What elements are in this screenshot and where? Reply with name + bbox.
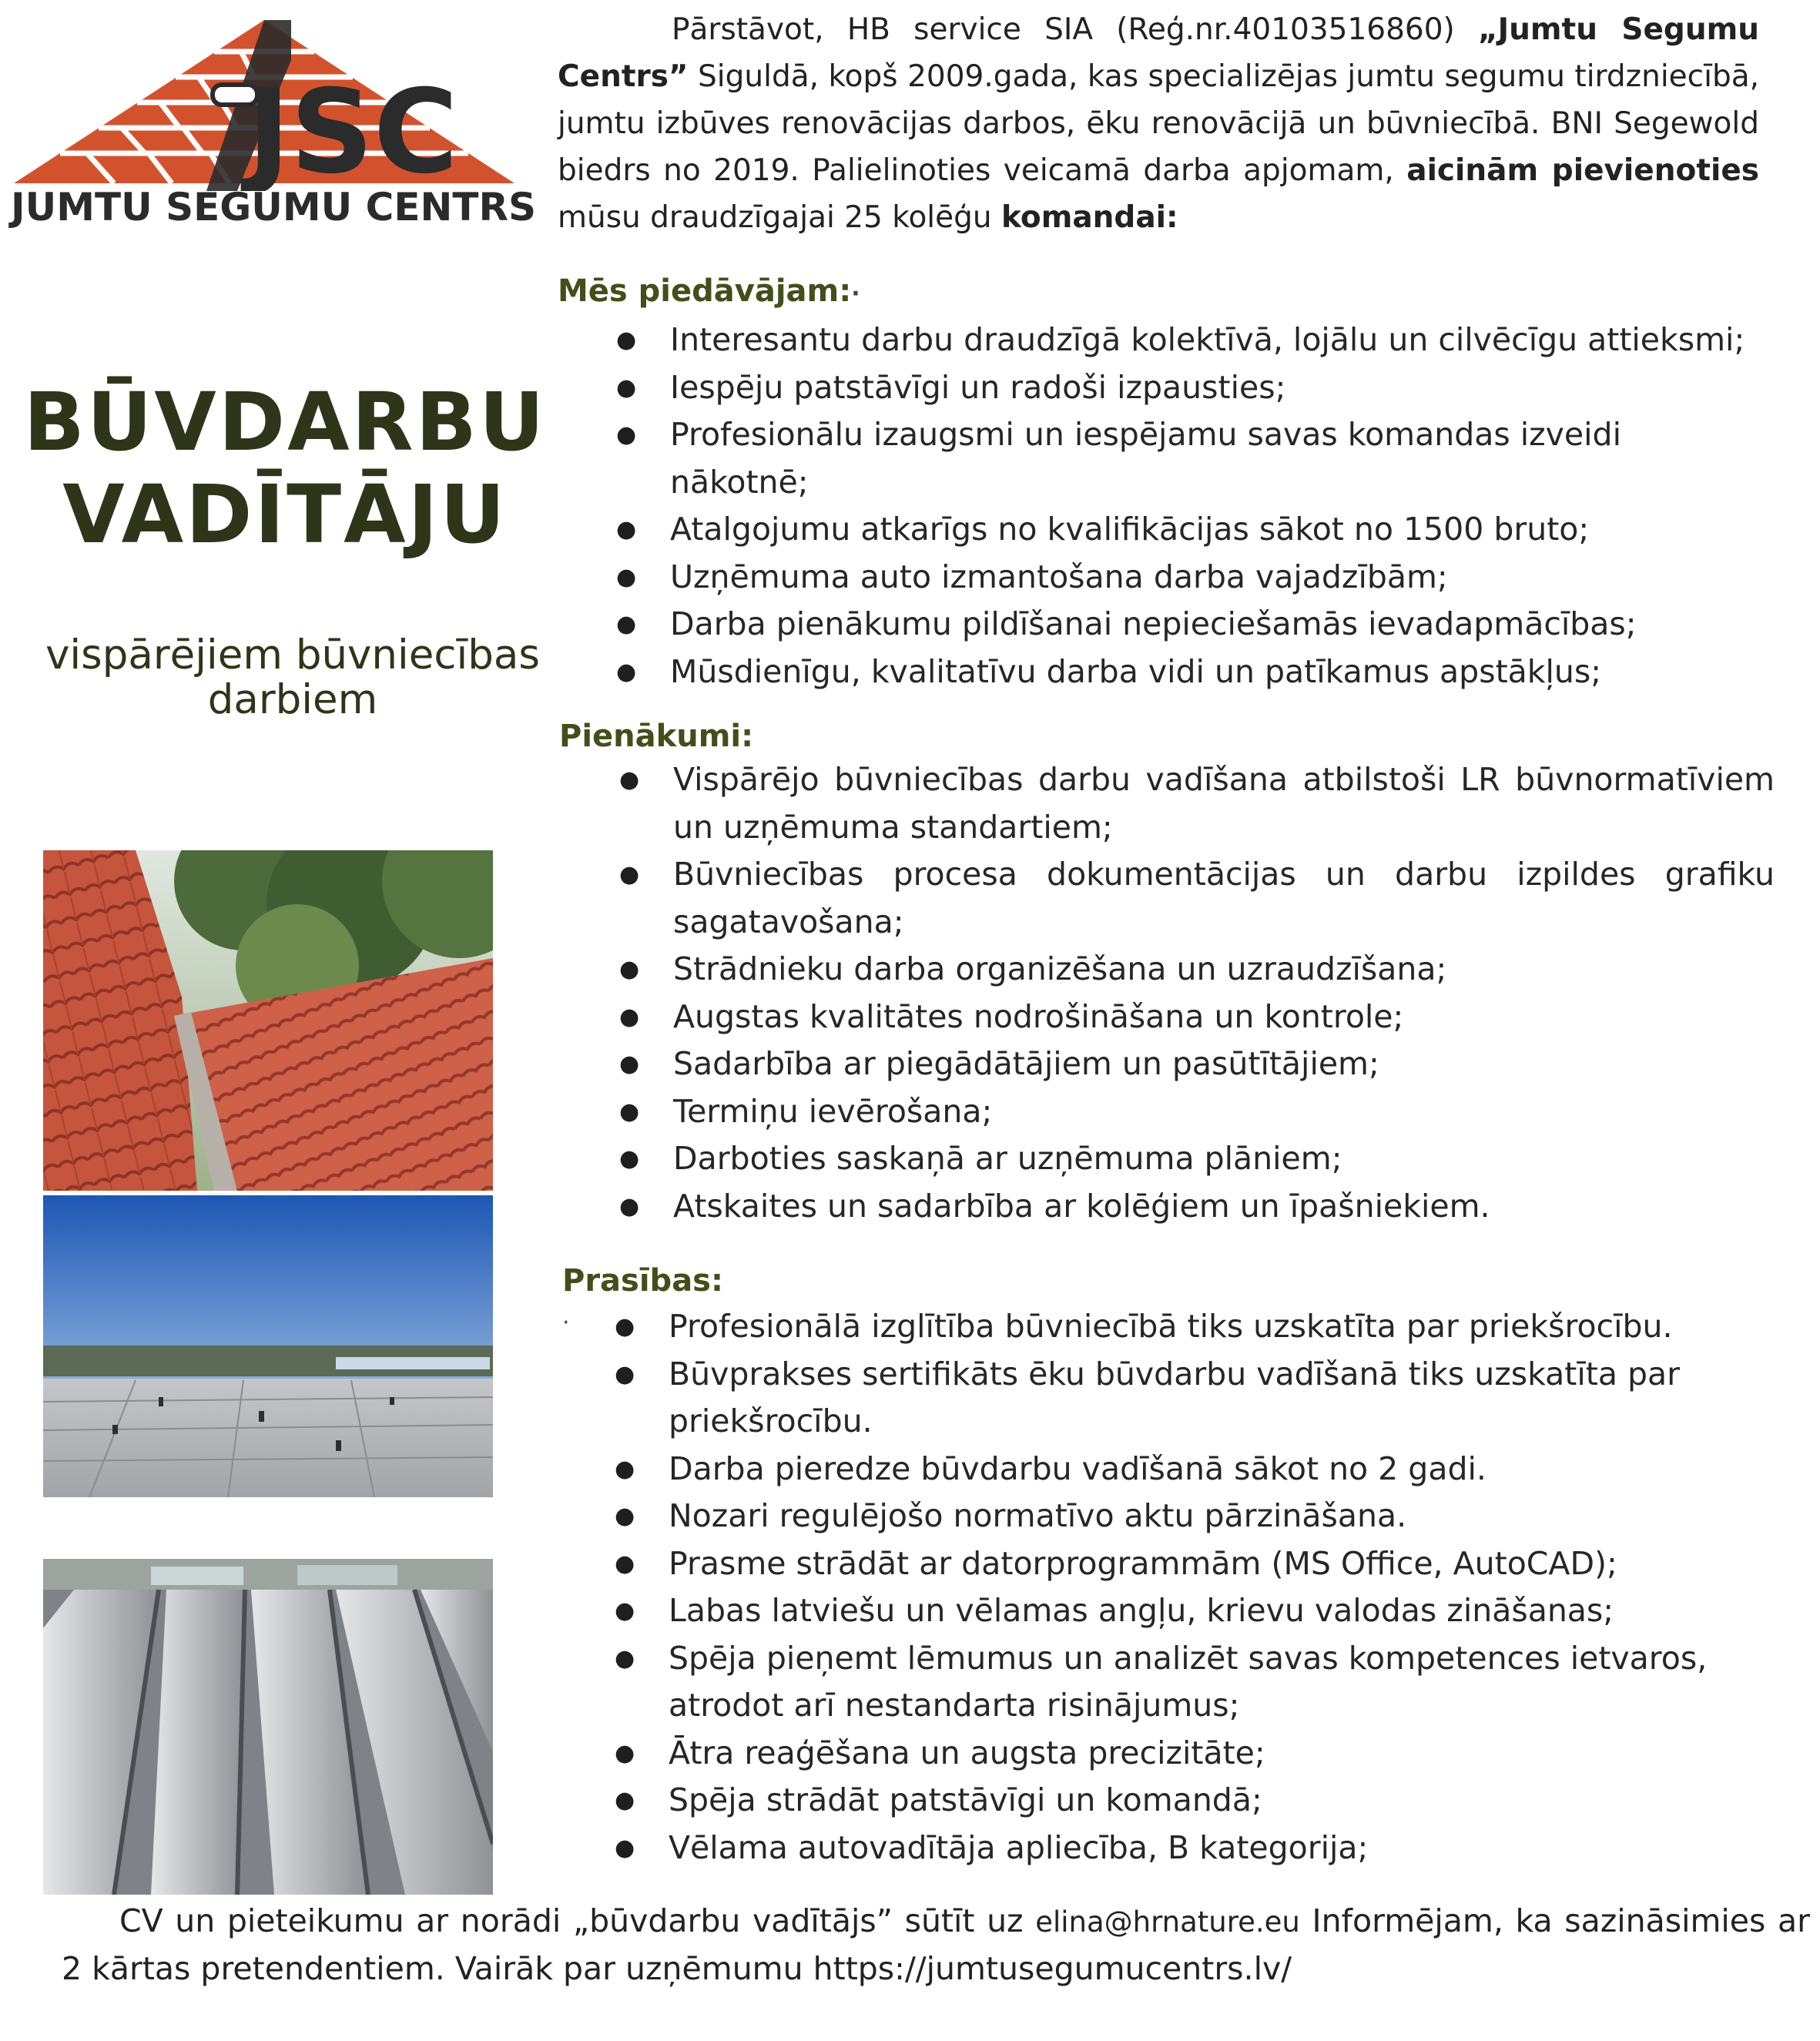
bullet-icon: ●: [615, 1597, 635, 1624]
list-item-text: Mūsdienīgu, kvalitatīvu darba vidi un patīkamus apstākļus;: [670, 652, 1602, 690]
list-item-text: Augstas kvalitātes nodrošināšana un kontrole;: [673, 997, 1404, 1035]
bullet-icon: ●: [619, 1003, 640, 1031]
list-item-text: Nozari regulējošo normatīvo aktu pārzināšana.: [669, 1497, 1407, 1534]
list-item-text: Vispārējo būvniecības darbu vadīšana atbilstoši LR būvnormatīviem un uzņēmuma standartiem;: [673, 761, 1775, 846]
logo-caption: JUMTU SEGUMU CENTRS: [11, 185, 536, 230]
intro-team: komandai:: [1001, 200, 1178, 235]
bullet-icon: ●: [615, 1503, 635, 1530]
list-item: [616, 364, 1748, 412]
list-item: [615, 1777, 1762, 1825]
bullet-icon: ●: [619, 1192, 640, 1220]
offer-heading: [558, 273, 860, 309]
bullet-icon: ●: [616, 327, 637, 354]
list-item: [615, 1587, 1762, 1635]
list-item: [616, 601, 1748, 648]
list-item: [619, 1183, 1775, 1231]
list-item: [619, 946, 1775, 994]
list-item: [616, 554, 1748, 602]
intro-text-1: Pārstāvot, HB service SIA (Reģ.nr.40103516860): [672, 12, 1478, 47]
list-item: [619, 1135, 1775, 1183]
bullet-icon: ●: [615, 1834, 635, 1862]
list-item: [615, 1351, 1762, 1446]
website-link[interactable]: https://jumtusegumucentrs.lv/: [813, 1950, 1292, 1987]
bullet-icon: ●: [616, 516, 637, 543]
job-title-line-1: BŪVDARBU: [23, 375, 547, 469]
bullet-icon: ●: [619, 1051, 640, 1077]
list-item-text: Labas latviešu un vēlamas angļu, krievu valodas zināšanas;: [669, 1592, 1614, 1629]
photo-red-tile-roof: [43, 850, 493, 1191]
list-item-text: Profesionālā izglītība būvniecībā tiks uzskatīta par priekšrocību.: [669, 1308, 1673, 1345]
list-item: [619, 851, 1775, 946]
list-item-text: Profesionālu izaugsmi un iespējamu savas komandas izveidi nākotnē;: [670, 416, 1621, 501]
offer-list: [616, 317, 1748, 695]
requirements-heading: Prasības:: [562, 1263, 723, 1299]
intro-invite: aicinām pievienoties: [1406, 153, 1759, 188]
bullet-icon: ●: [615, 1644, 635, 1672]
list-item-text: Termiņu ievērošana;: [673, 1092, 993, 1130]
list-item: [616, 411, 1748, 506]
list-item: [615, 1446, 1762, 1493]
list-item-text: Darba pienākumu pildīšanai nepieciešamās ievadapmācības;: [670, 605, 1637, 642]
list-item-text: Sadarbība ar piegādātājiem un pasūtītājiem;: [673, 1045, 1379, 1082]
list-item-text: Būvniecības procesa dokumentācijas un darbu izpildes grafiku sagatavošana;: [673, 856, 1775, 940]
list-item-text: Iespēju patstāvīgi un radoši izpausties;: [670, 368, 1286, 406]
job-subtitle-line-1: vispārējiem būvniecības: [45, 632, 540, 679]
photo-seam-roof: [43, 1559, 493, 1895]
contact-email-link[interactable]: elina@hrnature.eu: [1035, 1905, 1300, 1939]
bullet-icon: ●: [615, 1455, 635, 1483]
list-item: [615, 1303, 1762, 1351]
duties-list: [619, 756, 1775, 1230]
bullet-icon: ●: [619, 1145, 640, 1172]
footer-text-1: CV un pieteikumu ar norādi „būvdarbu vadītājs” sūtīt uz: [119, 1902, 1036, 1939]
bullet-icon: ●: [616, 374, 637, 401]
list-item-text: Darboties saskaņā ar uzņēmuma plāniem;: [673, 1140, 1342, 1177]
list-item: [615, 1825, 1762, 1872]
intro-company-name: „Jumtu Segumu Centrs”: [558, 12, 1760, 94]
list-item-text: Atskaites un sadarbība ar kolēģiem un īpašniekiem.: [673, 1187, 1490, 1225]
list-item-text: Būvprakses sertifikāts ēku būvdarbu vadīšanā tiks uzskatīta par priekšrocību.: [669, 1355, 1680, 1439]
list-item: [615, 1635, 1762, 1730]
bullet-icon: ●: [616, 421, 637, 448]
list-item: [619, 1041, 1775, 1088]
list-item: [616, 506, 1748, 554]
bullet-icon: ●: [615, 1360, 635, 1388]
offer-heading-text: Mēs piedāvājam:: [558, 273, 852, 309]
bullet-icon: ●: [615, 1550, 635, 1577]
logo-roof-graphic: [14, 14, 514, 191]
footer-text-2: Informējam, ka sazināsimies ar 2 kārtas pretendentiem. Vairāk par uzņēmumu: [62, 1902, 1810, 1987]
bullet-icon: ●: [616, 611, 637, 638]
list-item: [615, 1540, 1762, 1588]
list-item-text: Strādnieku darba organizēšana un uzraudzīšana;: [673, 950, 1447, 987]
list-item: [616, 648, 1748, 696]
intro-text-3: mūsu draudzīgajai 25 kolēģu: [558, 200, 1002, 235]
job-title-line-2: VADĪTĀJU: [62, 468, 508, 561]
list-item: [615, 1730, 1762, 1778]
intro-paragraph: [558, 6, 1759, 241]
list-item: [619, 994, 1775, 1041]
bullet-icon: ●: [615, 1739, 635, 1767]
list-item: [619, 756, 1775, 851]
photo-flat-roof: [43, 1195, 493, 1497]
list-item: [615, 1493, 1762, 1540]
bullet-icon: ●: [615, 1313, 635, 1340]
list-item-text: Uzņēmuma auto izmantošana darba vajadzībām;: [670, 558, 1448, 595]
list-item-text: Prasme strādāt ar datorprogrammām (MS Office, AutoCAD);: [669, 1544, 1617, 1582]
logo-letters: JSC: [247, 65, 458, 191]
bullet-icon: ●: [619, 861, 640, 888]
list-item-text: Spēja pieņemt lēmumus un analizēt savas kompetences ietvaros, atrodot arī nestandarta risinājumus;: [669, 1639, 1708, 1724]
footer-paragraph: [62, 1898, 1810, 1992]
bullet-icon: ●: [619, 1098, 640, 1125]
duties-heading: Pienākumi:: [559, 719, 754, 754]
bullet-icon: ●: [615, 1787, 635, 1814]
job-subtitle-line-2: darbiem: [207, 676, 378, 723]
bullet-icon: ●: [619, 956, 640, 983]
offer-heading-mark: ·: [851, 280, 860, 307]
bullet-icon: ●: [616, 563, 637, 591]
list-item-text: Vēlama autovadītāja apliecība, B kategorija;: [669, 1828, 1369, 1866]
bullet-icon: ●: [619, 766, 640, 793]
list-item-text: Atalgojumu atkarīgs no kvalifikācijas sākot no 1500 bruto;: [670, 511, 1590, 548]
requirements-stray-mark: ·: [562, 1309, 570, 1336]
list-item-text: Spēja strādāt patstāvīgi un komandā;: [669, 1781, 1262, 1818]
list-item-text: Darba pieredze būvdarbu vadīšanā sākot no 2 gadi.: [669, 1449, 1487, 1487]
job-subtitle: [23, 633, 562, 722]
job-title: [15, 376, 555, 561]
list-item-text: Interesantu darbu draudzīgā kolektīvā, lojālu un cilvēcīgu attieksmi;: [670, 321, 1745, 358]
list-item-text: Ātra reaģēšana un augsta precizitāte;: [669, 1734, 1265, 1771]
bullet-icon: ●: [616, 658, 637, 685]
list-item: [619, 1088, 1775, 1136]
requirements-list: [615, 1303, 1762, 1872]
intro-text-2: Siguldā, kopš 2009.gada, kas specializējas jumtu segumu tirdzniecībā, jumtu izbūves renovācijas darbos, ēku renovācijā un būvniecībā. BNI Segewold biedrs no 2019. Palielinoties veicamā darba apjomam,: [558, 59, 1759, 188]
list-item: [616, 317, 1748, 364]
